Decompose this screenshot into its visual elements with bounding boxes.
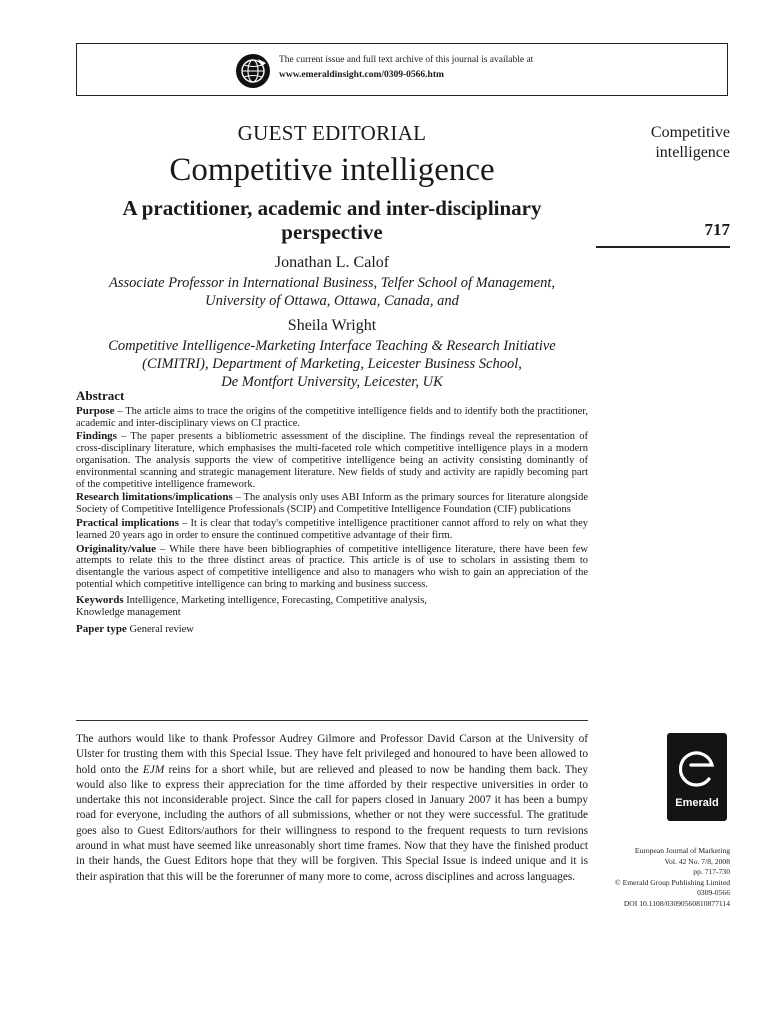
logo-text: Emerald: [675, 797, 719, 809]
banner-notice: The current issue and full text archive of this journal is available at: [279, 55, 534, 65]
section-text: – The analysis only uses ABI Inform as the primary sources for literature alongside Society of Competitive Intelligence Professionals (SCIP) and Competitive Intelligence Foundation (CIF) publications: [76, 492, 588, 516]
abstract-originality: [76, 544, 588, 591]
citation-line: DOI 10.1108/03090560810877114: [623, 898, 730, 908]
section-label: Research limitations/implications: [76, 491, 233, 504]
citation-line: 0309-0566: [697, 888, 730, 897]
section-text: – The paper presents a bibliometric assessment of the discipline. The findings reveal the representation of cross-disciplinary literature, which emphasises the multi-faceted role which competitive intelligence plays in a modern organisation. The analysis supports the view of competitive intelligence being an activity consisting dominantly of environmental scanning and strategic management literature. New fields of study and activity are rapidly becoming part of the competitive intelligence framework.: [76, 431, 588, 490]
abstract-practical: [76, 518, 588, 542]
section-label: Originality/value: [76, 542, 157, 555]
emerald-logo-icon: [679, 745, 715, 789]
section-label: Findings: [76, 430, 117, 443]
subtitle-line: A practitioner, academic and inter-disciplinary: [122, 196, 542, 220]
author-affiliation: [76, 337, 588, 391]
abstract-purpose: [76, 406, 588, 430]
section-label: Purpose: [76, 404, 115, 417]
sidebar-rule: [596, 246, 730, 248]
article-subtitle: [76, 196, 588, 244]
paper-type: [76, 624, 588, 636]
section-kicker: GUEST EDITORIAL: [237, 121, 427, 145]
keywords-label: Keywords: [76, 593, 124, 606]
citation-line: © Emerald Group Publishing Limited: [614, 877, 730, 887]
ack-text: reins for a short while, but are relieved and pleased to now be handing them back. They would also like to express their appreciation for the time afforded by their respective universities in order to undertake this not inconsiderable project. Since the call for papers closed in January 2007 it has been a bumpy road for everyone, including the authors of all submissions, whether or not they were successful. The gratitude goes also to Guest Editors/authors for their willingness to respond to the frequent requests to turn revisions around in what must have seemed like unreasonably short time frames. Now that they have the finished product in their hands, the Guest Editors hope that they will be forgiven. This Special Issue is indeed unique and it is their aspiration that this will be the forerunner of many more to come, across disciplines and across languages.: [76, 763, 588, 883]
running-title-line: Competitive: [650, 124, 730, 141]
acknowledgement-paragraph: [76, 732, 588, 885]
abstract-limitations: [76, 492, 588, 516]
affiliation-line: Associate Professor in International Business, Telfer School of Management,: [109, 275, 555, 291]
banner-url-link[interactable]: www.emeraldinsight.com/0309-0566.htm: [279, 70, 444, 80]
section-text: – While there have been bibliographies of competitive intelligence literature, there have been few attempts to relate this to the three distinct areas of practice. This article is of use to scholars in assisting them to disentangle the various aspect of competitive intelligence and also to managers who wish to gain an appreciation of the potential which competitive intelligence can bring to marking and business success.: [76, 543, 588, 590]
paper-type-value: General review: [126, 624, 194, 636]
section-label: Practical implications: [76, 516, 179, 529]
affiliation-line: Competitive Intelligence-Marketing Interface Teaching & Research Initiative: [108, 338, 556, 354]
running-title-line: intelligence: [655, 144, 730, 161]
citation-line: pp. 717-730: [693, 867, 730, 876]
globe-icon: [235, 53, 271, 89]
affiliation-line: De Montfort University, Leicester, UK: [221, 374, 443, 390]
section-text: – It is clear that today's competitive intelligence practitioner cannot afford to rely on what they learned 20 years ago in order to ensure the continued competitive advantage of their firm.: [76, 517, 589, 541]
author-affiliation: [76, 274, 588, 310]
section-text: – The article aims to trace the origins of the competitive intelligence fields and to identify both the practitioner, academic and inter-disciplinary views on CI practice.: [76, 405, 588, 429]
section-divider: [76, 720, 588, 721]
journal-availability-banner: [76, 43, 728, 96]
affiliation-line: University of Ottawa, Ottawa, Canada, and: [205, 293, 459, 309]
paper-type-label: Paper type: [76, 623, 127, 636]
author-name: Sheila Wright: [287, 317, 377, 334]
subtitle-line: perspective: [281, 220, 383, 244]
citation-line: European Journal of Marketing: [634, 846, 730, 855]
keywords: [76, 595, 588, 619]
journal-abbrev: EJM: [142, 763, 165, 776]
keywords-text: Knowledge management: [76, 606, 181, 618]
affiliation-line: (CIMITRI), Department of Marketing, Leicester Business School,: [142, 356, 522, 372]
article-title: Competitive intelligence: [169, 152, 495, 188]
abstract: [76, 390, 588, 636]
emerald-logo: [667, 733, 727, 821]
page-number: 717: [704, 220, 730, 239]
keywords-text: Intelligence, Marketing intelligence, Forecasting, Competitive analysis,: [123, 594, 427, 606]
journal-citation: [570, 846, 730, 909]
citation-line: Vol. 42 No. 7/8, 2008: [664, 856, 730, 866]
running-title: [590, 123, 730, 163]
ack-text: The authors would like to thank Professor Audrey Gilmore and Professor David Carson at the University of Ulster for trusting them with this Special Issue. They have felt privileged and honoured to have been allowed to hold onto the: [76, 733, 588, 776]
abstract-heading: Abstract: [76, 388, 125, 403]
author-name: Jonathan L. Calof: [274, 254, 390, 271]
abstract-findings: [76, 431, 588, 490]
